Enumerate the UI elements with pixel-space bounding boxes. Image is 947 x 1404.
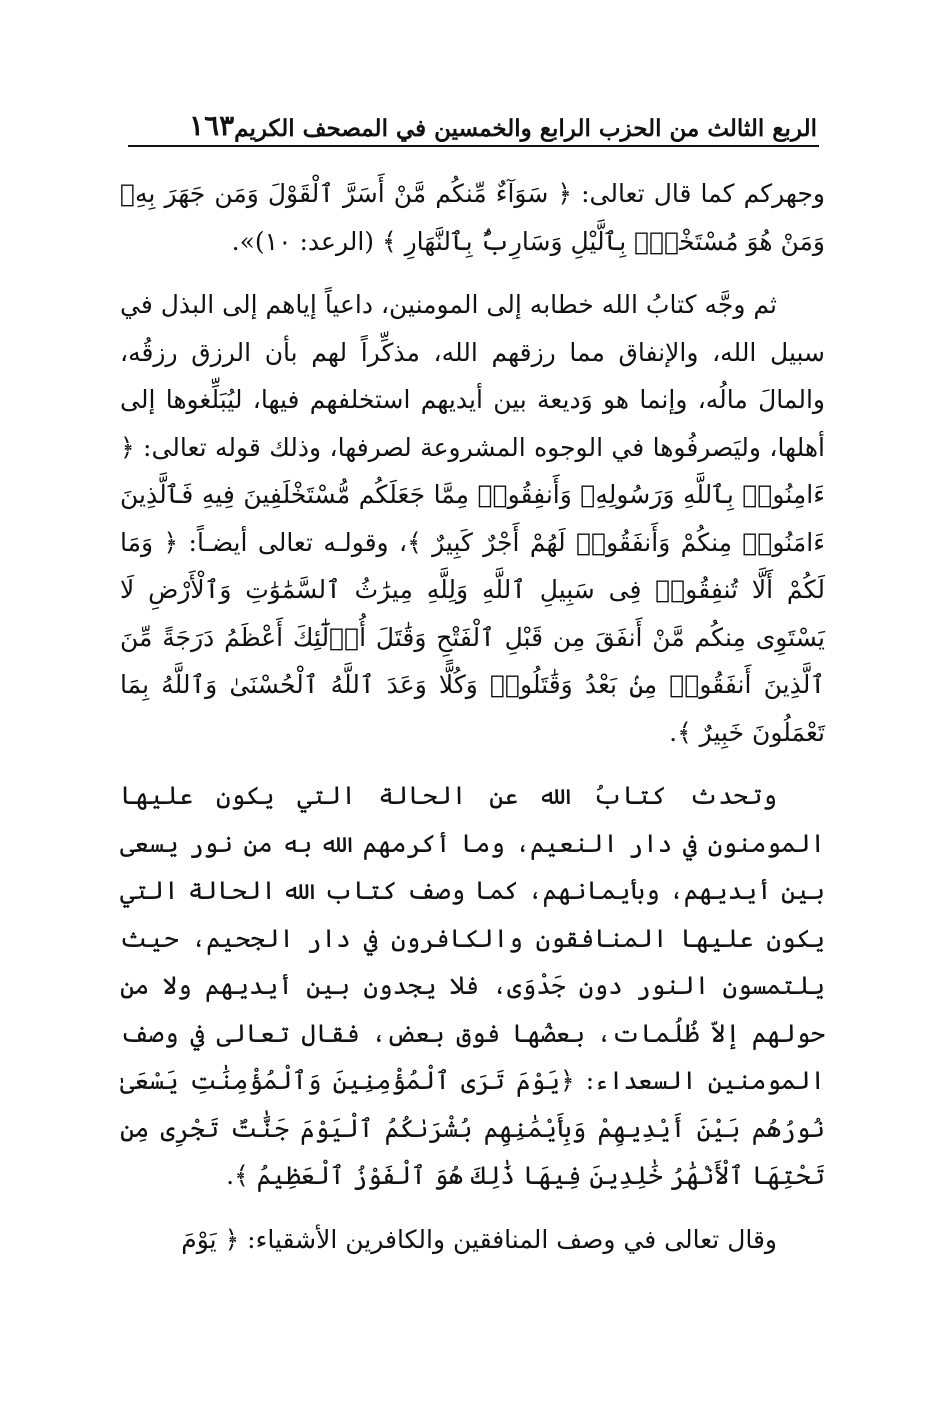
body-text bbox=[120, 170, 825, 1279]
header-rule bbox=[128, 145, 819, 147]
paragraph-3: وتحدث كتابُ الله عن الحالة التي يكون عليها المومنون في دار النعيم، وما أكرمهم الله به من نور يسعى بين أيديهم، وبأيمانهم، كما وصف كتاب الله الحالة التي يكون عليها المنافقون والكافرون في دار الجحيم، حيث يلتمسون النور دون جَدْوَى، فلا يجدون بين أيديهم ولا من حولهم إلاّ ظُلُمات، بعضُها فوق بعض، فقال تعالى في وصف المومنين السعداء: ﴿يَوْمَ تَرَى ٱلْمُؤْمِنِينَ وَٱلْمُؤْمِنَٰتِ يَسْعَىٰ نُورُهُم بَيْنَ أَيْدِيهِمْ وَبِأَيْمَٰنِهِم بُشْرَىٰكُمُ ٱلْيَوْمَ جَنَّٰتٌ تَجْرِى مِن تَحْتِهَا ٱلْأَنْهَٰرُ خَٰلِدِينَ فِيهَا ذَٰلِكَ هُوَ ٱلْفَوْزُ ٱلْعَظِيمُ ﴾. bbox=[120, 781, 825, 1190]
paragraph-4: وقال تعالى في وصف المنافقين والكافرين الأشقياء: ﴿ يَوْمَ bbox=[181, 1224, 777, 1254]
paragraph-2: ثم وجَّه كتابُ الله خطابه إلى المومنين، داعياً إياهم إلى البذل في سبيل الله، والإنفاق مما رزقهم الله، مذكِّراً لهم بأن الرزق رزقُه، والمالَ مالُه، وإنما هو وَديعة بين أيديهم استخلفهم فيها، ليُبَلِّغوها إلى أهلها، وليَصرفُوها في الوجوه المشروعة لصرفها، وذلك قوله تعالى: ﴿ ءَامِنُوا۟ بِٱللَّهِ وَرَسُولِهِۦ وَأَنفِقُوا۟ مِمَّا جَعَلَكُم مُّسْتَخْلَفِينَ فِيهِ فَٱلَّذِينَ ءَامَنُوا۟ مِنكُمْ وَأَنفَقُوا۟ لَهُمْ أَجْرٌ كَبِيرٌ ﴾، وقولـه تعالى أيضـاً: ﴿ وَمَا لَكُمْ أَلَّا تُنفِقُوا۟ فِى سَبِيلِ ٱللَّهِ وَلِلَّهِ مِيرَٰثُ ٱلسَّمَٰوَٰتِ وَٱلْأَرْضِ لَا يَسْتَوِى مِنكُم مَّنْ أَنفَقَ مِن قَبْلِ ٱلْفَتْحِ وَقَٰتَلَ أُو۟لَٰٓئِكَ أَعْظَمُ دَرَجَةً مِّنَ ٱلَّذِينَ أَنفَقُوا۟ مِنۢ بَعْدُ وَقَٰتَلُوا۟ وَكُلًّا وَعَدَ ٱللَّهُ ٱلْحُسْنَىٰ وَٱللَّهُ بِمَا تَعْمَلُونَ خَبِيرٌ ﴾. bbox=[120, 290, 825, 747]
page-number: ١٦٣ bbox=[189, 109, 235, 142]
running-header bbox=[130, 98, 817, 140]
header-title: الربع الثالث من الحزب الرابع والخمسين في المصحف الكريم bbox=[234, 115, 817, 142]
paragraph-1: وجهركم كما قال تعالى: ﴿ سَوَآءٌ مِّنكُم مَّنْ أَسَرَّ ٱلْقَوْلَ وَمَن جَهَرَ بِهِۦ وَمَنْ هُوَ مُسْتَخْفٍۭ بِٱلَّيْلِ وَسَارِبٌۢ بِٱلنَّهَارِ ﴾ (الرعد: ١٠)». bbox=[120, 179, 825, 256]
